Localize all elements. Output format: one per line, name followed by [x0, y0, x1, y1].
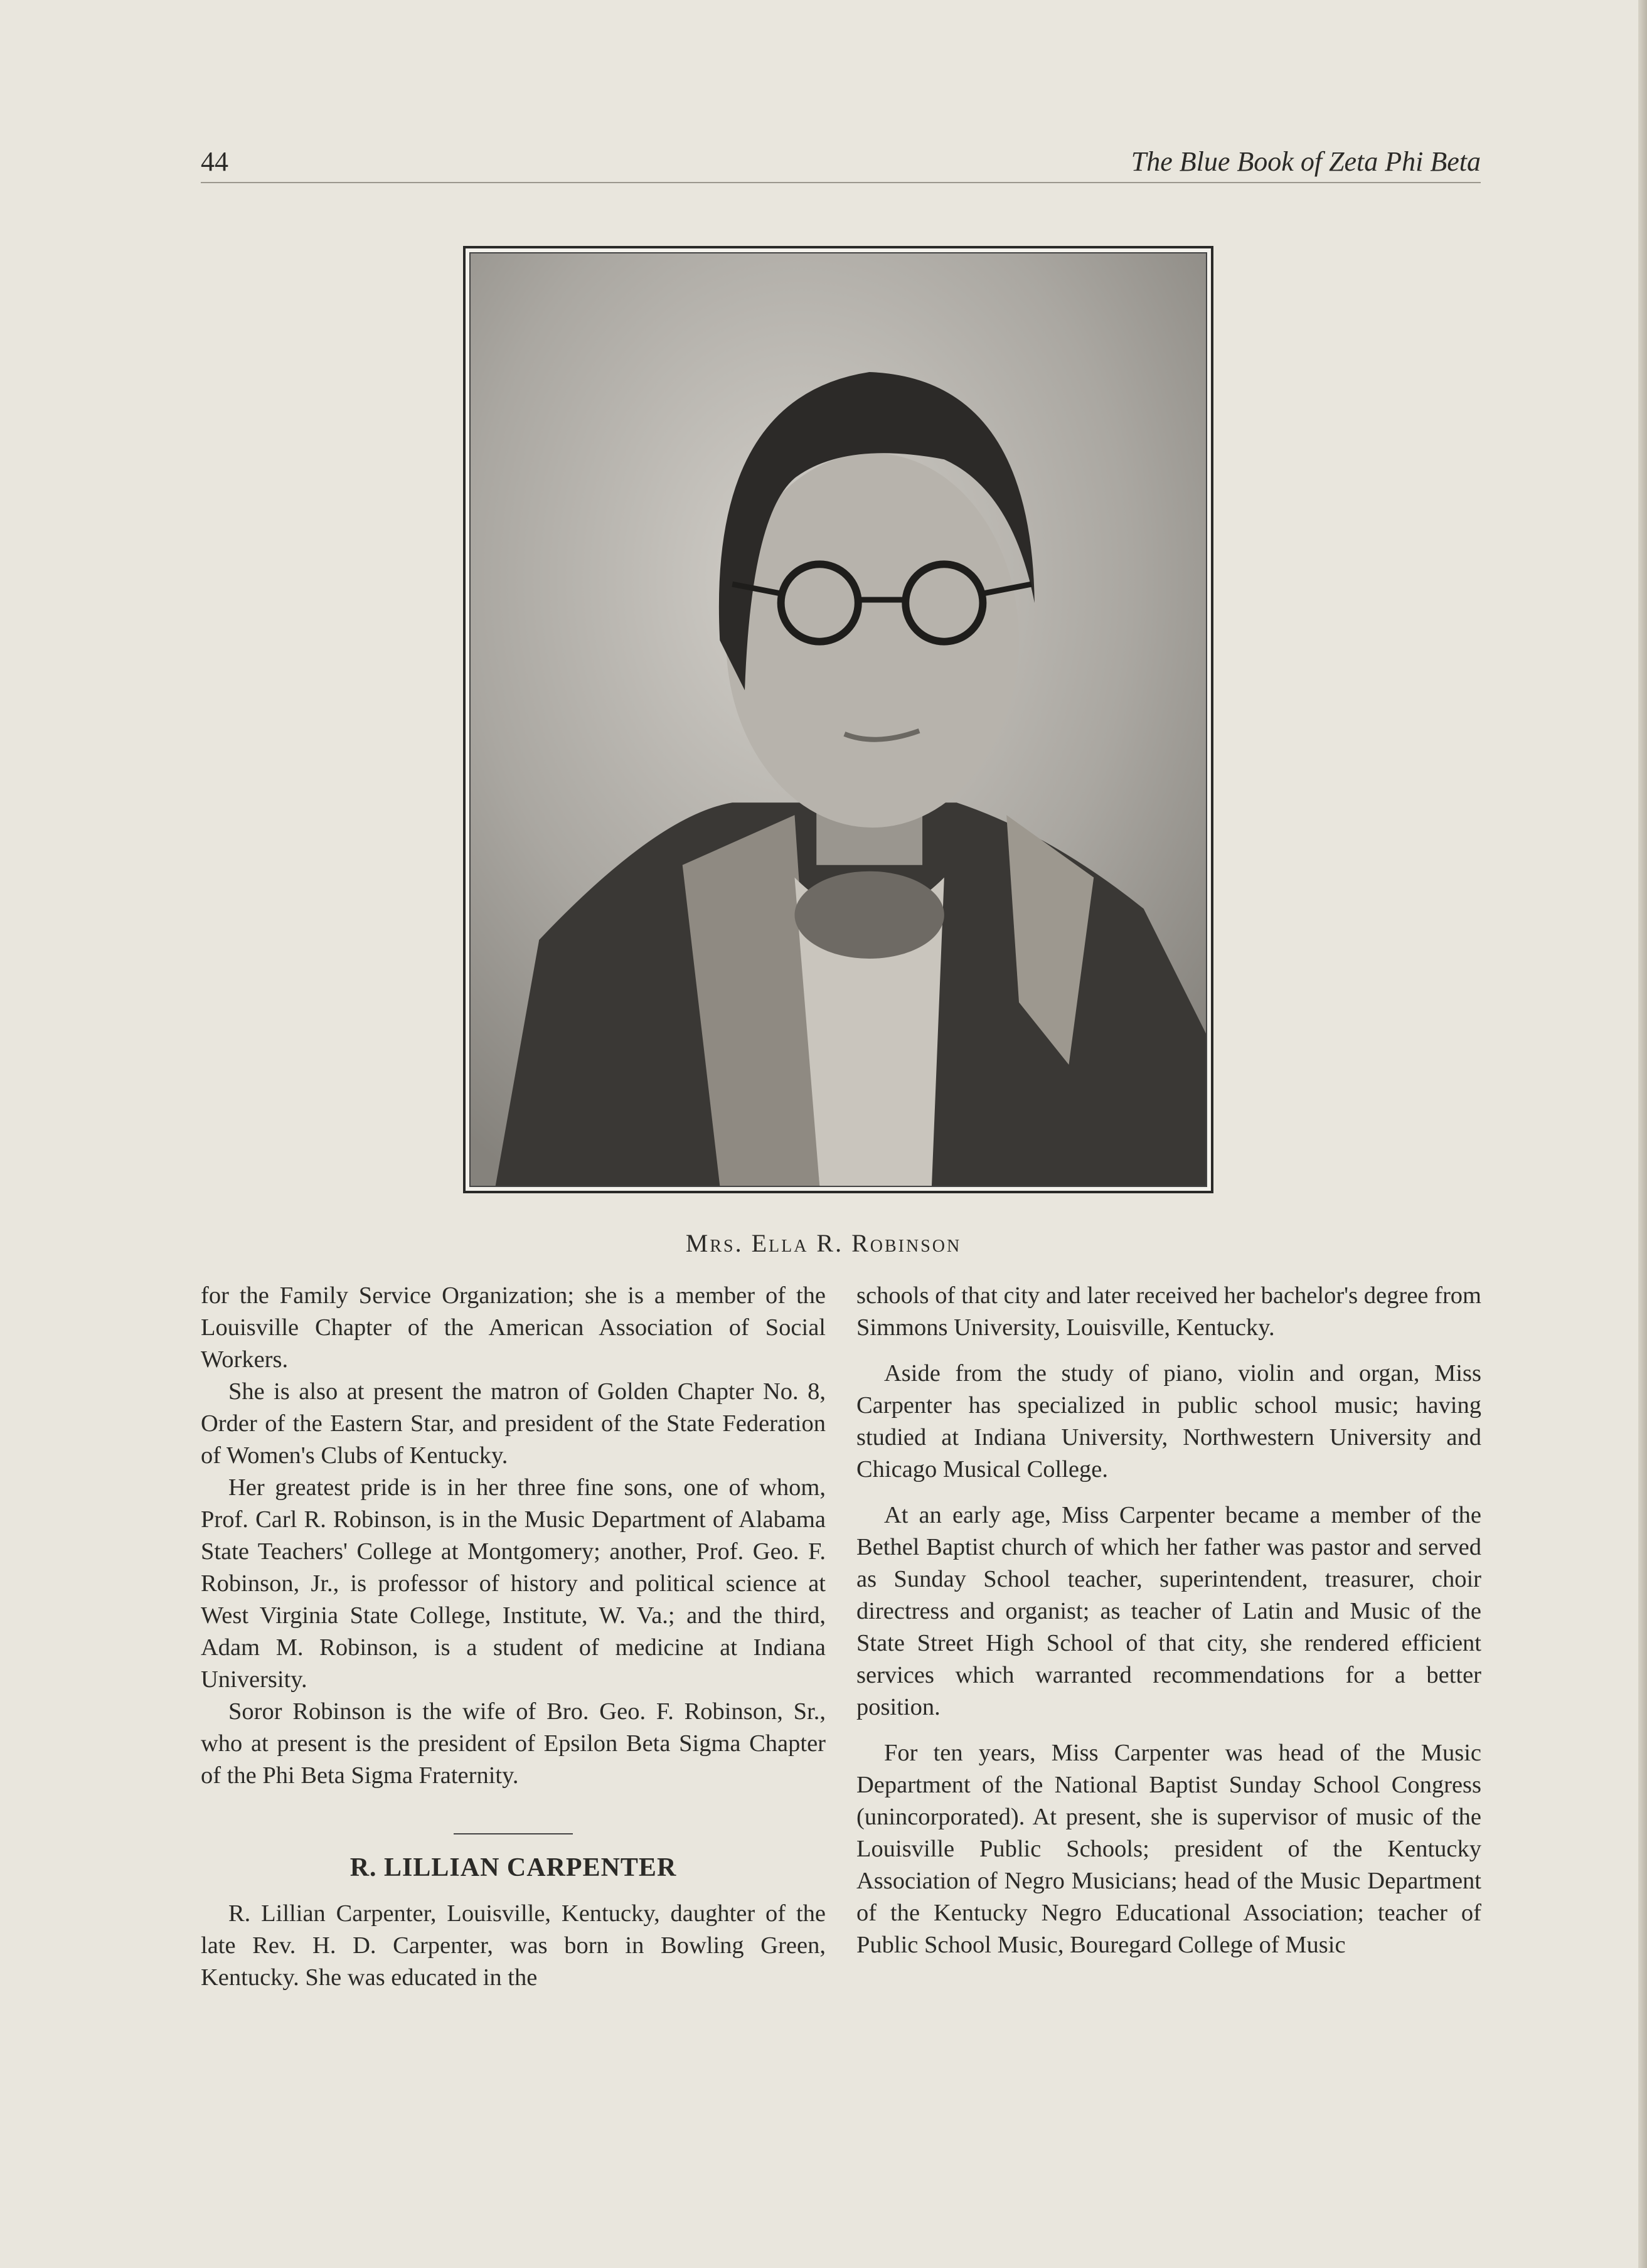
paragraph: For ten years, Miss Carpenter was head of the Music Department of the National Baptist Sunday School Congress (unincorporated). At present, she is supervisor of music of the Louisville Public Schools; president of the Kentucky Association of Negro Musicians; head of the Music Department of the Kentucky Negro Educational Association; teacher of Public School Music, Bouregard College of Music [856, 1740, 1481, 1958]
section-divider [454, 1833, 573, 1834]
page-edge [1638, 0, 1647, 2268]
paragraph: Aside from the study of piano, violin and organ, Miss Carpenter has specialized in public school music; having studied at Indiana University, Northwestern University and Chicago Musical College. [856, 1360, 1481, 1483]
portrait-frame [463, 246, 1213, 1193]
photo-caption: Mrs. Ella R. Robinson [685, 1229, 962, 1257]
running-title: The Blue Book of Zeta Phi Beta [1131, 146, 1481, 177]
paragraph: She is also at present the matron of Golden Chapter No. 8, Order of the Eastern Star, and president of the State Federation of Women's Clubs of Kentucky. [201, 1378, 826, 1469]
paragraph: R. Lillian Carpenter, Louisville, Kentucky, daughter of the late Rev. H. D. Carpenter, was born in Bowling Green, Kentucky. She was educated in the [201, 1900, 826, 1991]
portrait-photograph [469, 252, 1207, 1187]
paragraph: Her greatest pride is in her three fine sons, one of whom, Prof. Carl R. Robinson, is in the Music Department of Alabama State Teachers' College at Montgomery; another, Prof. Geo. F. Robinson, Jr., is professor of history and political science at West Virginia State College, Institute, W. Va.; and the third, Adam M. Robinson, is a student of medicine at Indiana University. [201, 1474, 826, 1693]
paragraph: schools of that city and later received her bachelor's degree from Simmons University, Louisville, Kentucky. [856, 1282, 1481, 1341]
header-rule [201, 182, 1481, 183]
right-column [856, 1280, 1481, 1975]
page-number: 44 [201, 146, 228, 177]
paragraph: At an early age, Miss Carpenter became a member of the Bethel Baptist church of which her father was pastor and served as Sunday School teacher, superintendent, treasurer, choir directress and organist; as teacher of Latin and Music of the State Street High School of that city, she rendered efficient services which warranted recommendations for a better position. [856, 1502, 1481, 1720]
paragraph: for the Family Service Organization; she is a member of the Louisville Chapter of the American Association of Social Workers. [201, 1282, 826, 1373]
left-column [201, 1280, 826, 1994]
page-header [201, 146, 1481, 183]
paragraph: Soror Robinson is the wife of Bro. Geo. F. Robinson, Sr., who at present is the president of Epsilon Beta Sigma Chapter of the Phi Beta Sigma Fraternity. [201, 1698, 826, 1789]
section-heading: R. LILLIAN CARPENTER [349, 1853, 677, 1882]
